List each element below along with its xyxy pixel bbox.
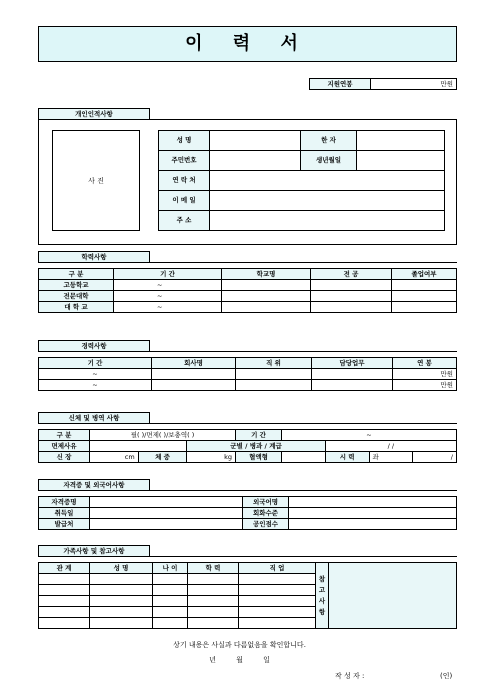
blood-label: 혈액형 [236, 452, 282, 463]
period-tilde: ~ [157, 302, 163, 311]
career-header: 기 간 [39, 358, 152, 369]
table-row [39, 369, 457, 380]
section-rule [150, 490, 457, 491]
address-field[interactable] [210, 211, 445, 231]
section-rule [150, 262, 457, 263]
family-header: 학 력 [188, 563, 239, 574]
score-field[interactable] [289, 519, 457, 530]
lang-field[interactable] [289, 497, 457, 508]
edu-period-field[interactable] [114, 302, 222, 313]
height-label: 신 장 [39, 452, 90, 463]
career-header: 연 봉 [393, 358, 457, 369]
education-section-header: 학력사항 [38, 251, 150, 263]
name-label: 성 명 [159, 131, 210, 151]
level-field[interactable] [289, 508, 457, 519]
sight-separator: / [450, 452, 453, 461]
career-header: 회사명 [152, 358, 236, 369]
military-type-field[interactable]: 필( )/면제( )/보충역( ) [90, 430, 236, 441]
family-cell[interactable] [39, 607, 90, 618]
family-cell[interactable] [188, 574, 239, 585]
license-table [38, 496, 457, 530]
date-field[interactable] [90, 508, 243, 519]
career-section-header: 경력사항 [38, 340, 150, 352]
career-period-field[interactable] [39, 369, 152, 380]
edu-header: 구 분 [39, 269, 114, 280]
table-row [39, 380, 457, 391]
exempt-label: 면제사유 [39, 441, 90, 452]
salary-unit: 만원 [440, 79, 453, 88]
salary-unit: 만원 [440, 369, 453, 378]
edu-grad-field[interactable] [392, 280, 457, 291]
career-table [38, 357, 457, 391]
career-duty-field[interactable] [312, 380, 393, 391]
cert-label: 자격증명 [39, 497, 90, 508]
footer-statement: 상기 내용은 사실과 다름없음을 확인합니다. [173, 641, 306, 649]
contact-label: 연 락 처 [159, 171, 210, 191]
family-table [38, 562, 457, 629]
family-section-header: 가족사항 및 참고사항 [38, 545, 150, 557]
family-cell[interactable] [239, 585, 316, 596]
career-salary-field[interactable] [393, 369, 457, 380]
family-header: 관 계 [39, 563, 90, 574]
sight-label: 시 력 [325, 452, 369, 463]
lang-label: 외국어명 [243, 497, 289, 508]
edu-school-field[interactable] [222, 302, 311, 313]
exempt-field[interactable] [90, 441, 187, 452]
family-cell[interactable] [188, 618, 239, 629]
score-label: 공인점수 [243, 519, 289, 530]
height-field[interactable] [90, 452, 139, 463]
career-header: 담당업무 [312, 358, 393, 369]
career-salary-field[interactable] [393, 380, 457, 391]
family-cell[interactable] [90, 607, 153, 618]
military-table [38, 429, 457, 463]
family-cell[interactable] [90, 585, 153, 596]
family-header: 성 명 [90, 563, 153, 574]
contact-field[interactable] [210, 171, 445, 191]
license-section-header: 자격증 및 외국어사항 [38, 479, 150, 491]
edu-header: 학교명 [222, 269, 311, 280]
issuer-label: 발급처 [39, 519, 90, 530]
salary-field[interactable] [371, 79, 457, 90]
period-tilde: ~ [92, 369, 98, 378]
personal-section-header: 개인인적사항 [38, 108, 150, 120]
date-label: 취득일 [39, 508, 90, 519]
edu-school-field[interactable] [222, 280, 311, 291]
blood-field[interactable] [282, 452, 326, 463]
career-position-field[interactable] [236, 380, 312, 391]
edu-header: 전 공 [311, 269, 392, 280]
edu-grad-field[interactable] [392, 302, 457, 313]
family-cell[interactable] [188, 607, 239, 618]
family-cell[interactable] [153, 618, 188, 629]
edu-header: 기 간 [114, 269, 222, 280]
page-title: 이 력 서 [38, 26, 457, 62]
sight-left-field[interactable] [369, 452, 413, 463]
hanja-label: 한 자 [301, 131, 357, 151]
section-rule [150, 351, 457, 352]
email-label: 이 메 일 [159, 191, 210, 211]
edu-row-label: 전문대학 [39, 291, 114, 302]
cert-field[interactable] [90, 497, 243, 508]
family-cell[interactable] [90, 596, 153, 607]
family-header: 직 업 [239, 563, 316, 574]
edu-row-label: 고등학교 [39, 280, 114, 291]
family-cell[interactable] [188, 596, 239, 607]
edu-school-field[interactable] [222, 291, 311, 302]
family-cell[interactable] [239, 574, 316, 585]
career-duty-field[interactable] [312, 369, 393, 380]
edu-major-field[interactable] [311, 291, 392, 302]
family-cell[interactable] [153, 596, 188, 607]
resident-no-label: 주민번호 [159, 151, 210, 171]
career-period-field[interactable] [39, 380, 152, 391]
weight-field[interactable] [187, 452, 236, 463]
family-header: 나 이 [153, 563, 188, 574]
military-period-label: 기 간 [236, 430, 282, 441]
personal-info-table [158, 130, 445, 231]
photo-box[interactable] [52, 130, 140, 231]
weight-unit: kg [224, 452, 232, 461]
period-tilde: ~ [92, 380, 98, 389]
career-company-field[interactable] [152, 369, 236, 380]
salary-unit: 만원 [440, 380, 453, 389]
family-cell[interactable] [39, 618, 90, 629]
career-position-field[interactable] [236, 369, 312, 380]
table-row [39, 280, 457, 291]
branch-label: 군별 / 병과 / 계급 [187, 441, 325, 452]
sight-right-field[interactable] [413, 452, 457, 463]
family-cell[interactable] [90, 574, 153, 585]
resident-no-field[interactable] [210, 151, 301, 171]
edu-grad-field[interactable] [392, 291, 457, 302]
footer-date: 년 월 일 [209, 656, 270, 664]
edu-header: 졸업여부 [392, 269, 457, 280]
edu-row-label: 대 학 교 [39, 302, 114, 313]
period-tilde: ~ [157, 291, 163, 300]
sight-left-label: 좌 [372, 452, 379, 461]
edu-major-field[interactable] [311, 280, 392, 291]
footer-seal: (인) [440, 672, 453, 680]
branch-field[interactable]: / / [325, 441, 456, 452]
table-row [39, 302, 457, 313]
family-cell[interactable] [153, 607, 188, 618]
weight-label: 체 중 [138, 452, 187, 463]
address-label: 주 소 [159, 211, 210, 231]
military-period-field[interactable]: ~ [282, 430, 457, 441]
family-cell[interactable] [39, 596, 90, 607]
hanja-field[interactable] [357, 131, 445, 151]
name-field[interactable] [210, 131, 301, 151]
family-cell[interactable] [153, 574, 188, 585]
table-row [39, 291, 457, 302]
note-field[interactable] [329, 563, 457, 629]
edu-period-field[interactable] [114, 280, 222, 291]
career-company-field[interactable] [152, 380, 236, 391]
level-label: 회화수준 [243, 508, 289, 519]
application-salary-table [309, 78, 457, 90]
edu-major-field[interactable] [311, 302, 392, 313]
family-cell[interactable] [239, 607, 316, 618]
period-tilde: ~ [157, 280, 163, 289]
height-unit: cm [124, 452, 135, 461]
footer-author-label: 작 성 자 : [335, 672, 365, 680]
edu-period-field[interactable] [114, 291, 222, 302]
military-section-header: 신체 및 병역 사항 [38, 412, 150, 424]
career-header: 직 위 [236, 358, 312, 369]
family-cell[interactable] [90, 618, 153, 629]
note-label: 참 고 사 항 [316, 563, 329, 629]
birth-label: 생년월일 [301, 151, 357, 171]
email-field[interactable] [210, 191, 445, 211]
family-cell[interactable] [188, 585, 239, 596]
military-type-label: 구 분 [39, 430, 90, 441]
family-cell[interactable] [39, 585, 90, 596]
issuer-field[interactable] [90, 519, 243, 530]
photo-label: 사 진 [88, 177, 104, 185]
birth-field[interactable] [357, 151, 445, 171]
education-table [38, 268, 457, 313]
section-rule [150, 423, 457, 424]
family-cell[interactable] [239, 618, 316, 629]
section-rule [150, 556, 457, 557]
family-cell[interactable] [39, 574, 90, 585]
salary-label: 지원연봉 [310, 79, 371, 90]
family-cell[interactable] [239, 596, 316, 607]
family-cell[interactable] [153, 585, 188, 596]
